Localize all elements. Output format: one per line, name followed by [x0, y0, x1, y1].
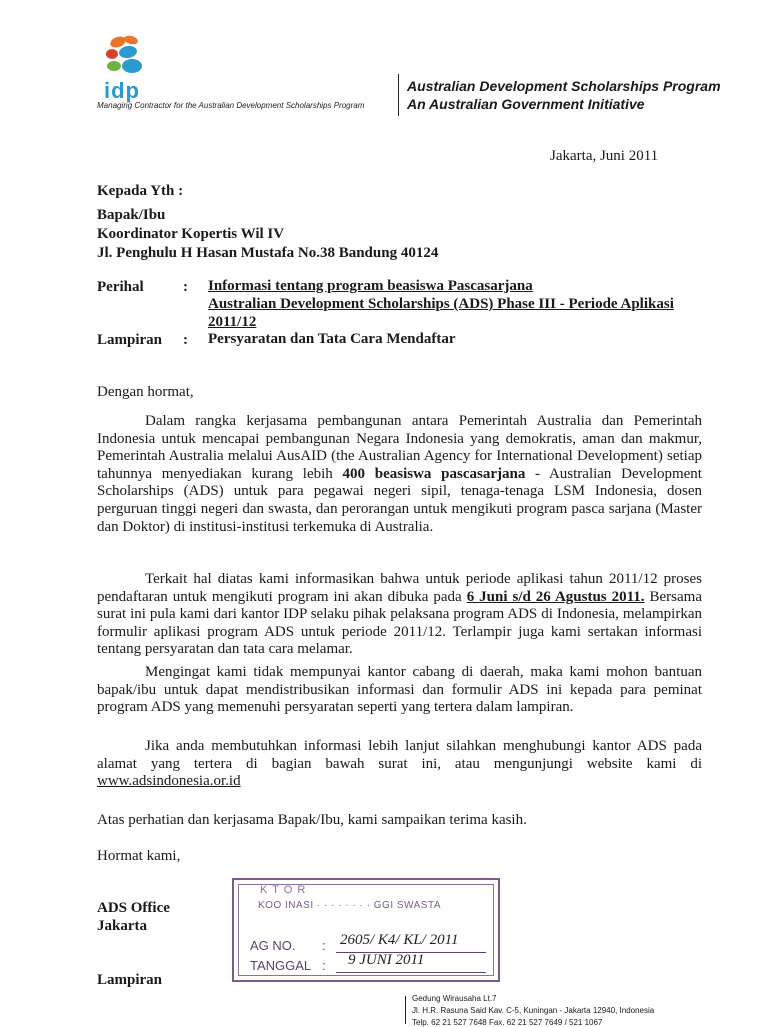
stamp-date-label: TANGGAL	[250, 958, 312, 973]
stamp-rule	[336, 972, 486, 973]
logo-wordmark: idp	[104, 78, 140, 103]
stamp-organization: KOO INASI · · · · · · · · GGI SWASTA	[258, 900, 441, 911]
footer-building: Gedung Wirausaha Lt.7	[412, 994, 497, 1003]
paragraph-text: - Australian Development Scholarships (ADS) untuk para pegawai negeri sipil, tenaga-tenaga LSM Indonesia, dosen perguruan tinggi negeri dan swasta, dan perorangan untuk mengikuti program pasca sarjana (Master dan Doktor) di institusi-institusi terkemuka di Australia.	[97, 465, 702, 535]
program-title: Australian Development Scholarships Program	[407, 78, 721, 94]
lampiran-colon: :	[183, 332, 188, 348]
recipient-heading: Kepada Yth :	[97, 183, 184, 199]
attachment-label: Lampiran	[97, 972, 163, 988]
paragraph-text: Dalam rangka kerjasama pembangunan antara Pemerintah Australia dan Pemerintah Indonesia untuk mencapai pembangunan Negara Indonesia yang demokratis, aman dan makmur, Pemerintah Australia melalui AusAID (the Australian Agency for International Development) setiap tahunnya menyediakan kurang lebih	[97, 413, 702, 482]
paragraph-text: Bersama surat ini pula kami dari kantor IDP selaku pihak pelaksana program ADS di Indonesia, melampirkan formulir aplikasi program ADS untuk periode 2011/12. Terlampir juga kami sertakan informasi tentang persyaratan dan tata cara melamar.	[97, 588, 702, 658]
perihal-label: Perihal	[97, 279, 144, 295]
signatory-city: Jakarta	[97, 918, 147, 934]
lampiran-label: Lampiran	[97, 332, 163, 348]
header-divider	[398, 74, 399, 116]
perihal-line: 2011/12	[208, 314, 257, 330]
stamp-colon: :	[322, 938, 326, 953]
footer-divider	[405, 996, 406, 1024]
stamp-agenda-number: 2605/ K4/ KL/ 2011	[340, 932, 459, 948]
signatory-office: ADS Office	[97, 900, 170, 916]
stamp-header: K T O R	[260, 884, 307, 896]
footer-contact: Telp. 62 21 527 7648 Fax. 62 21 527 7649 / 521 1067	[412, 1018, 603, 1027]
stamp-date-value: 9 JUNI 2011	[348, 952, 425, 968]
recipient-address: Jl. Penghulu H Hasan Mustafa No.38 Bandung 40124	[97, 245, 439, 261]
website-link[interactable]: www.adsindonesia.or.id	[97, 773, 241, 790]
recipient-line: Koordinator Kopertis Wil IV	[97, 226, 285, 242]
sign-off: Hormat kami,	[97, 848, 181, 864]
letter-date: Jakarta, Juni 2011	[550, 148, 659, 164]
paragraph-text: Terkait hal diatas kami informasikan bahwa untuk periode aplikasi tahun 2011/12 proses pendaftaran untuk mengikuti program ini akan dibuka pada	[97, 571, 702, 605]
closing-line: Atas perhatian dan kerjasama Bapak/Ibu, kami sampaikan terima kasih.	[97, 812, 527, 828]
perihal-colon: :	[183, 279, 188, 295]
paragraph-1	[97, 413, 702, 536]
scholarship-count: 400 beasiswa pascasarjana	[342, 465, 526, 482]
lampiran-value: Persyaratan dan Tata Cara Mendaftar	[208, 331, 456, 347]
stamp-agenda-label: AG NO.	[250, 938, 296, 953]
stamp-colon: :	[322, 958, 326, 973]
recipient-line: Bapak/Ibu	[97, 207, 166, 223]
perihal-line: Australian Development Scholarships (ADS) Phase III - Periode Aplikasi	[208, 296, 674, 312]
perihal-line: Informasi tentang program beasiswa Pascasarjana	[208, 278, 533, 294]
paragraph-text: Jika anda membutuhkan informasi lebih lanjut silahkan menghubungi kantor ADS pada alamat yang tertera di bagian bawah surat ini, atau mengunjungi website kami di	[97, 738, 702, 772]
paragraph-3: Mengingat kami tidak mempunyai kantor cabang di daerah, maka kami mohon bantuan bapak/ibu untuk dapat mendistribusikan informasi dan formulir ADS ini kepada para peminat program ADS yang memenuhi persyaratan seperti yang tertera dalam lampiran.	[97, 664, 702, 716]
paragraph-2	[97, 571, 702, 659]
salutation: Dengan hormat,	[97, 384, 194, 400]
application-dates: 6 Juni s/d 26 Agustus 2011.	[466, 588, 645, 605]
program-subtitle: An Australian Government Initiative	[407, 96, 645, 112]
footer-address: Jl. H.R. Rasuna Said Kav. C-5, Kuningan - Jakarta 12940, Indonesia	[412, 1006, 655, 1015]
logo-tagline: Managing Contractor for the Australian Development Scholarships Program	[97, 101, 365, 110]
paragraph-4	[97, 738, 702, 791]
